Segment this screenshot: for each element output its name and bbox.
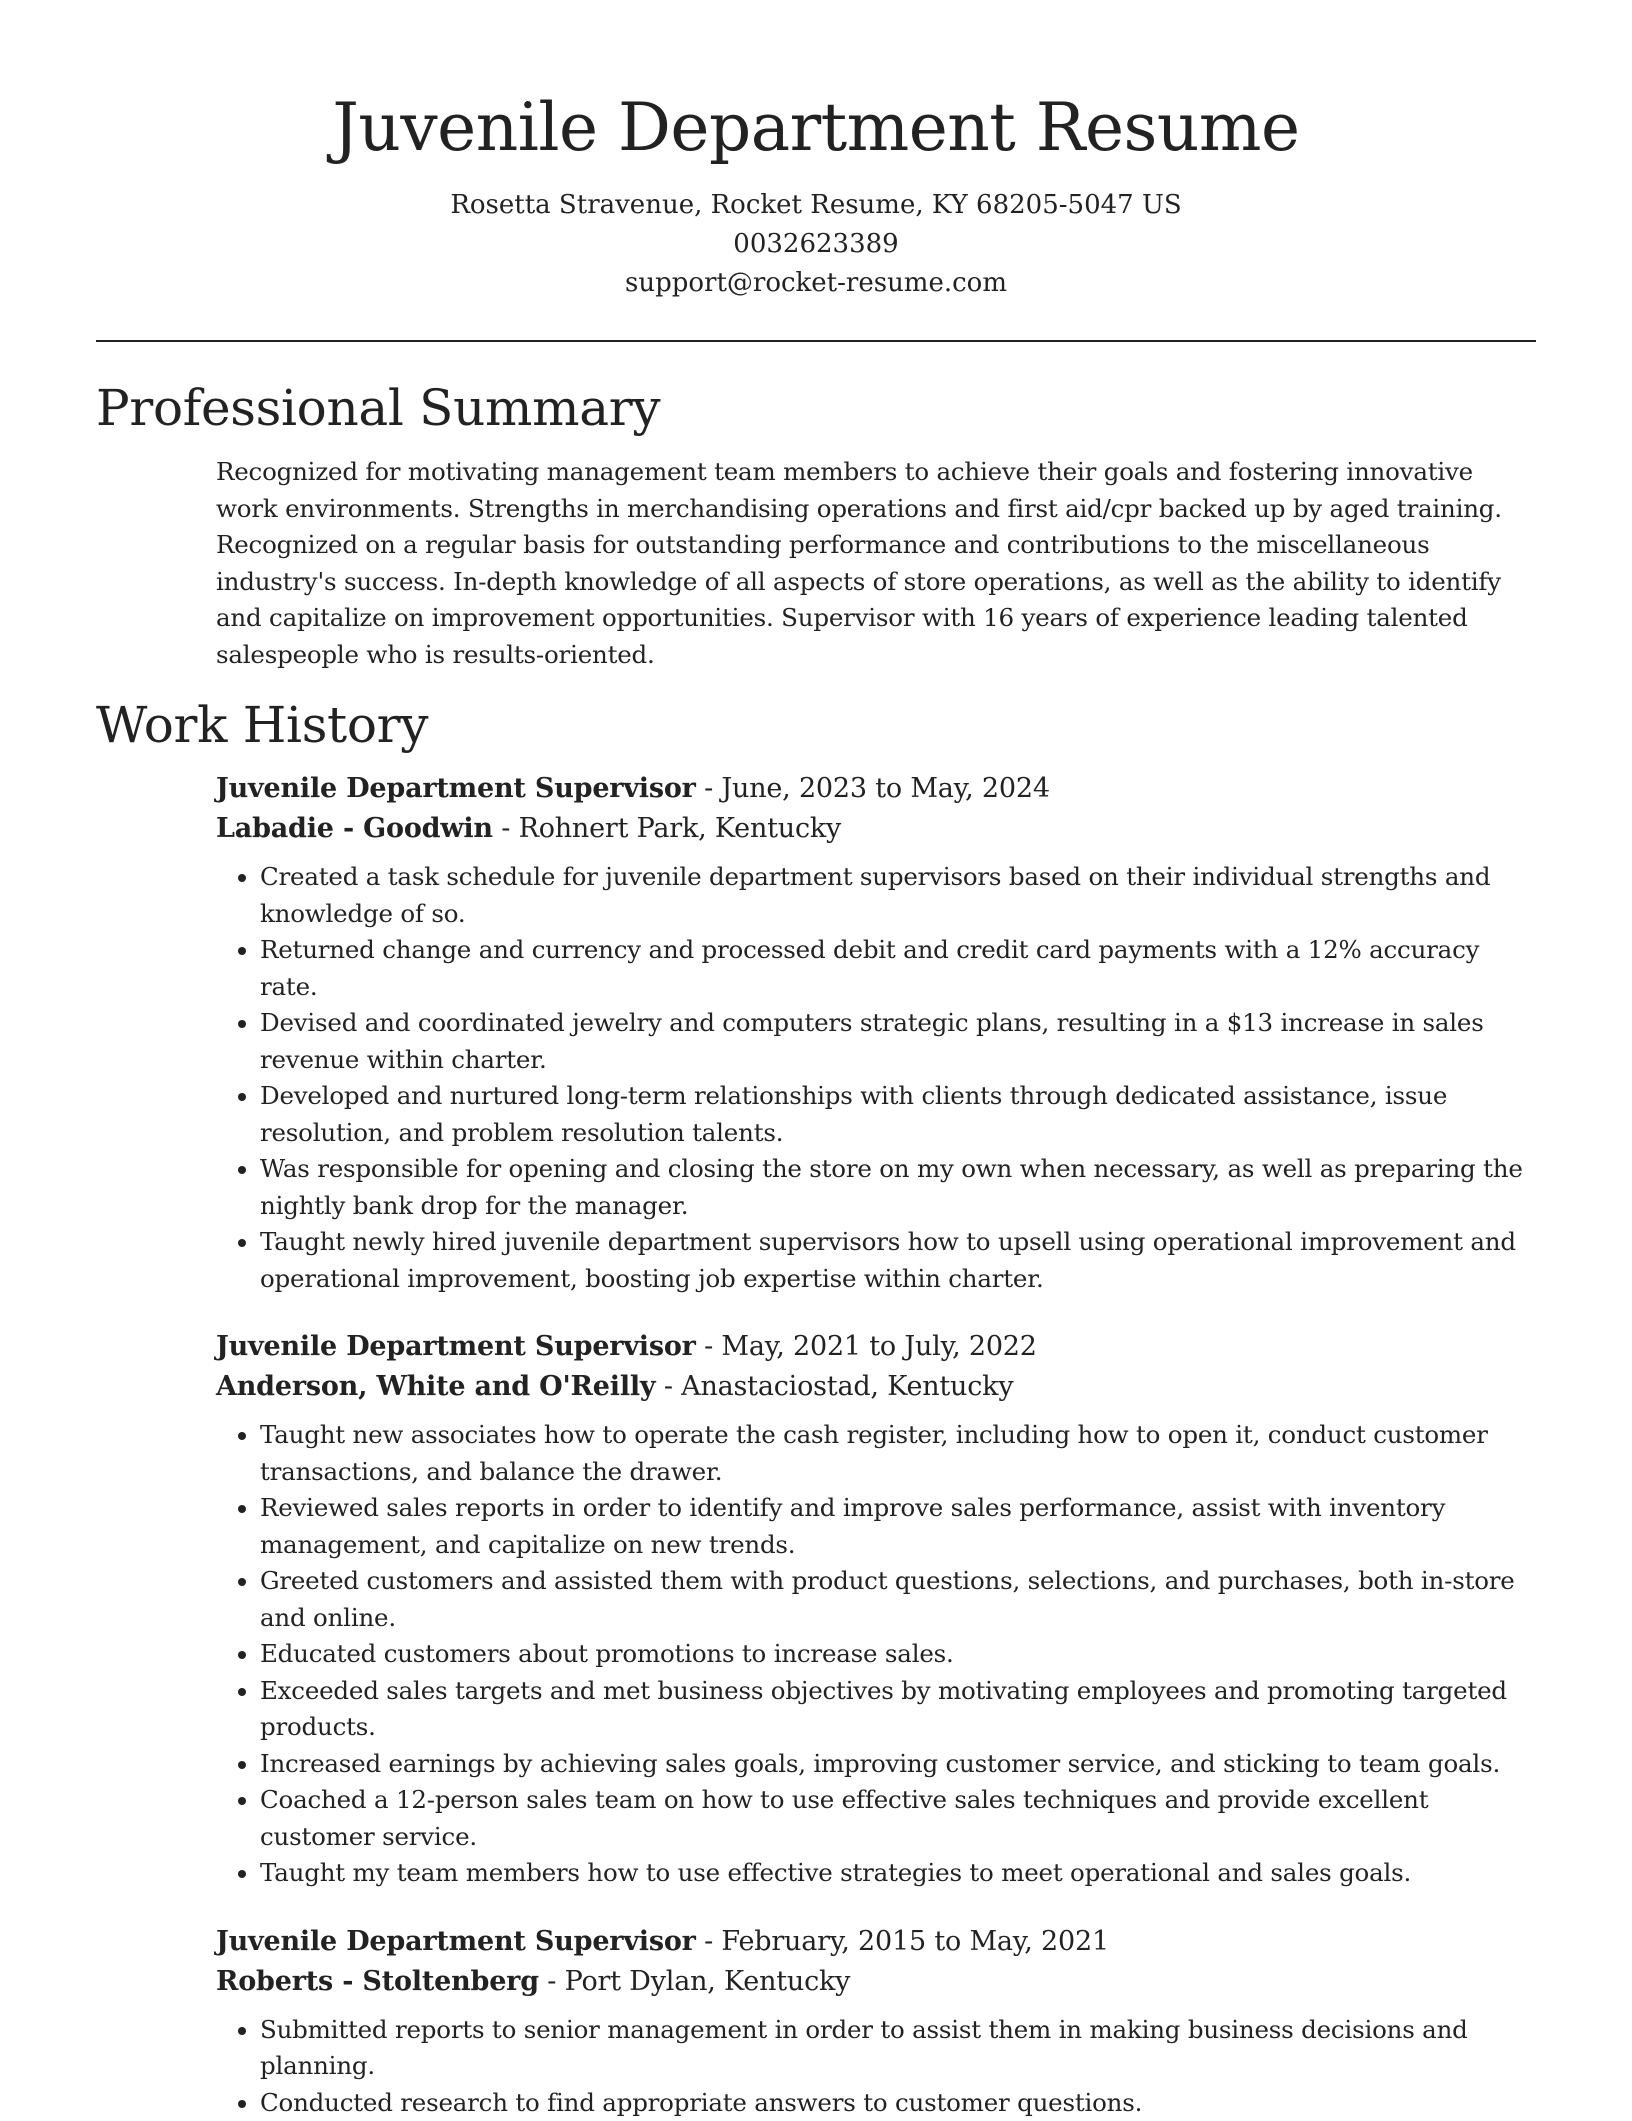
job-bullet: • Taught new associates how to operate the cash register, including how to open it, conduct customer transactions, and balance the drawer. [260, 1417, 1536, 1490]
job-bullet: • Devised and coordinated jewelry and computers strategic plans, resulting in a $13 increase in sales revenue within charter. [260, 1005, 1536, 1078]
job-bullet: • Reviewed sales reports in order to identify and improve sales performance, assist with inventory management, and capitalize on new trends. [260, 1490, 1536, 1563]
job-separator: - [493, 813, 519, 844]
job-bullet-list [216, 859, 1536, 1297]
contact-phone: 0032623389 [96, 225, 1536, 264]
job-separator: - [696, 1926, 722, 1957]
job-bullet-list [216, 1417, 1536, 1892]
job-location: Rohnert Park, Kentucky [519, 813, 842, 844]
job-company-line [216, 809, 1536, 849]
job-dates: June, 2023 to May, 2024 [721, 773, 1049, 804]
job-entry [216, 1922, 1536, 2121]
job-bullet: • Conducted research to find appropriate answers to customer questions. [260, 2085, 1536, 2121]
summary-text: Recognized for motivating management team members to achieve their goals and fostering innovative work environments. Strengths in merchandising operations and first aid/cpr backed up by aged training. Recognized on a regular basis for outstanding performance and contributions to the miscellaneous industry's success. In-depth knowledge of all aspects of store operations, as well as the ability to identify and capitalize on improvement opportunities. Supervisor with 16 years of experience leading talented salespeople who is results-oriented. [216, 454, 1536, 673]
job-title-line [216, 769, 1536, 809]
job-title: Juvenile Department Supervisor [216, 1331, 696, 1362]
job-bullet: • Educated customers about promotions to increase sales. [260, 1636, 1536, 1673]
job-bullet: • Increased earnings by achieving sales goals, improving customer service, and sticking to team goals. [260, 1746, 1536, 1783]
job-title-line [216, 1327, 1536, 1367]
summary-heading: Professional Summary [96, 376, 1536, 440]
job-company: Roberts - Stoltenberg [216, 1966, 539, 1997]
job-bullet: • Greeted customers and assisted them with product questions, selections, and purchases, both in-store and online. [260, 1563, 1536, 1636]
contact-address: Rosetta Stravenue, Rocket Resume, KY 68205-5047 US [96, 186, 1536, 225]
contact-info [96, 186, 1536, 303]
job-separator: - [696, 773, 722, 804]
job-entry [216, 769, 1536, 1297]
job-bullet: • Taught newly hired juvenile department supervisors how to upsell using operational improvement and operational improvement, boosting job expertise within charter. [260, 1224, 1536, 1297]
job-company: Labadie - Goodwin [216, 813, 493, 844]
job-bullet-list [216, 2012, 1536, 2121]
job-separator: - [696, 1331, 722, 1362]
job-bullet: • Taught my team members how to use effective strategies to meet operational and sales goals. [260, 1855, 1536, 1892]
job-bullet: • Was responsible for opening and closing the store on my own when necessary, as well as preparing the nightly bank drop for the manager. [260, 1151, 1536, 1224]
job-bullet: • Submitted reports to senior management in order to assist them in making business decisions and planning. [260, 2012, 1536, 2085]
job-location: Port Dylan, Kentucky [565, 1966, 851, 1997]
job-title: Juvenile Department Supervisor [216, 1926, 696, 1957]
job-separator: - [655, 1371, 681, 1402]
job-company-line [216, 1962, 1536, 2002]
job-dates: February, 2015 to May, 2021 [721, 1926, 1109, 1957]
work-history-list [96, 769, 1536, 2121]
resume-title: Juvenile Department Resume [96, 0, 1536, 172]
job-bullet: • Developed and nurtured long-term relationships with clients through dedicated assistance, issue resolution, and problem resolution talents. [260, 1078, 1536, 1151]
contact-email: support@rocket-resume.com [96, 264, 1536, 303]
job-location: Anastaciostad, Kentucky [681, 1371, 1013, 1402]
job-separator: - [539, 1966, 565, 1997]
job-bullet: • Exceeded sales targets and met business objectives by motivating employees and promoting targeted products. [260, 1673, 1536, 1746]
job-dates: May, 2021 to July, 2022 [721, 1331, 1036, 1362]
resume-page [96, 0, 1536, 2121]
work-history-heading: Work History [96, 693, 1536, 757]
job-title: Juvenile Department Supervisor [216, 773, 696, 804]
job-title-line [216, 1922, 1536, 1962]
job-bullet: • Coached a 12-person sales team on how to use effective sales techniques and provide excellent customer service. [260, 1782, 1536, 1855]
header-divider [96, 340, 1536, 342]
job-company: Anderson, White and O'Reilly [216, 1371, 655, 1402]
job-bullet: • Created a task schedule for juvenile department supervisors based on their individual strengths and knowledge of so. [260, 859, 1536, 932]
job-company-line [216, 1367, 1536, 1407]
job-bullet: • Returned change and currency and processed debit and credit card payments with a 12% accuracy rate. [260, 932, 1536, 1005]
job-entry [216, 1327, 1536, 1892]
